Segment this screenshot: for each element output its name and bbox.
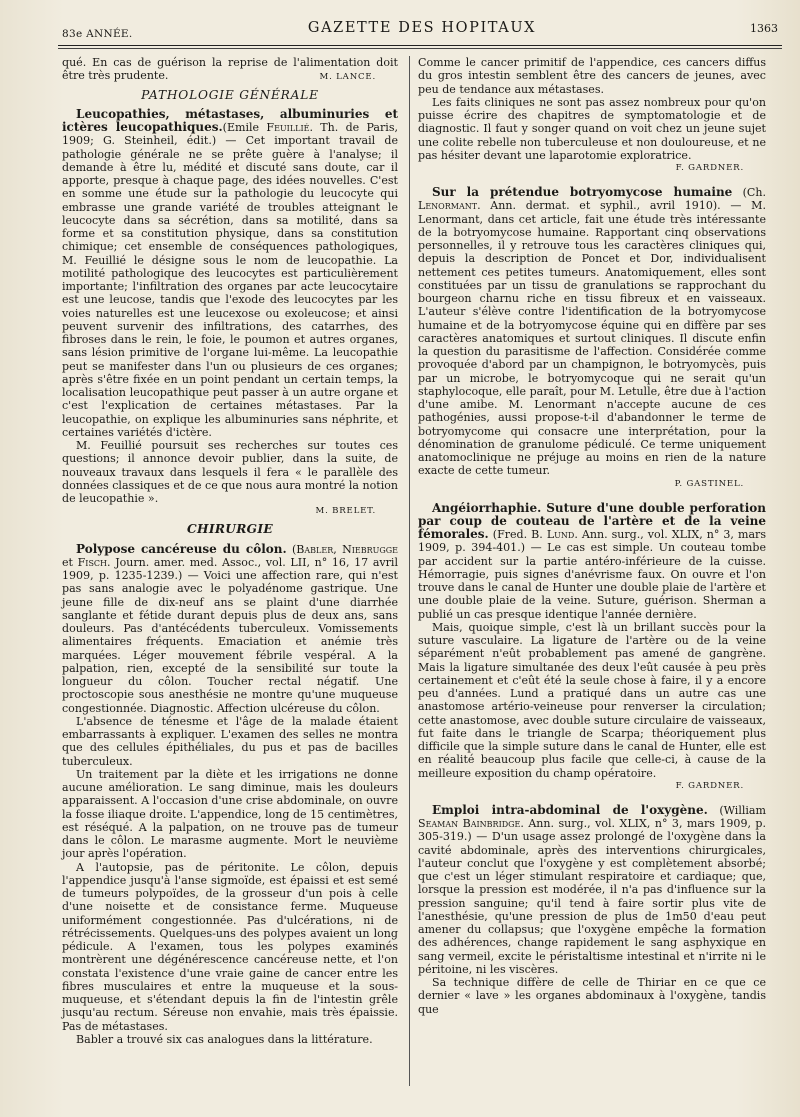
left-column xyxy=(62,56,398,1046)
intro-paragraph: qué. En cas de guérison la reprise de l'alimentation doit être très prudente. xyxy=(62,56,398,83)
article-reference: ( xyxy=(286,542,297,556)
article-paragraph: M. Feuillié poursuit ses recherches sur toutes ces questions; il annonce devoir publier, dans la suite, de nouveaux travaux dans lesquels il fera « le parallèle des données classiques et de ce que nous aura montré la notion de leucopathie ». xyxy=(62,439,398,505)
intro-signature: M. LANCE. xyxy=(319,71,376,82)
article-paragraph xyxy=(418,502,766,621)
article-leucopathies xyxy=(62,108,398,518)
article-title: Polypose cancéreuse du côlon. xyxy=(76,541,287,556)
issue-year: 83e ANNÉE. xyxy=(62,28,133,40)
article-reference: , xyxy=(333,542,343,556)
article-polypose xyxy=(62,543,398,1047)
article-paragraph xyxy=(62,543,398,715)
author-name: Seaman xyxy=(418,817,459,830)
article-paragraph: Babler a trouvé six cas analogues dans la littérature. xyxy=(76,1032,373,1046)
article-reference: (Emile xyxy=(222,121,267,134)
article-paragraph: Mais, quoique simple, c'est là un brillant succès pour la suture vasculaire. La ligature de l'artère ou de la veine séparément n'eût probablement pas amené de gangrène. Mais la ligature simultanée des deux l'eût causée à peu près certainement et c'eût été la seule chose à faire, il y a encore peu d'années. Lund a pratiqué dans un autre cas une anastomose artério-veineuse pour renverser la circulation; cette anastomose, avec double suture circulaire de vaisseaux, fut faite dans le triangle de Scarpa; théoriquement plus difficile que la simple suture dans le canal de Hunter, elle est en réalité beaucoup plus facile que celle-ci, à cause de la meilleure exposition du champ opératoire. xyxy=(418,620,766,780)
article-title: Leucopathies, métastases, albuminuries et ictères leucopathiques. xyxy=(62,106,398,134)
page-header xyxy=(62,18,782,44)
article-paragraph xyxy=(418,186,766,478)
article-reference: . Ann. dermat. et syphil., avril 1910). xyxy=(477,199,721,213)
article-body: — D'un usage assez prolongé de l'oxygène dans la cavité abdominale, après des interventions chirurgicales, l'auteur conclut que l'oxygène y est complètement absorbé; que c'est un léger stimulant respiratoire et cardiaque; que, lorsque la pression est modérée, il n'a pas d'influence sur la pression sanguine; qu'il tend à faire sortir plus vite de l'anesthésie, qu'une pression de plus de 1m50 d'eau peut amener du collapsus; que l'oxygène empêche la formation des adhérences, change rapidement le sang asphyxique en sang vermeil, excite le péristaltisme intestinal et n'irrite ni le péritoine, ni les viscères. xyxy=(418,830,766,976)
article-paragraph xyxy=(418,804,766,976)
article-body: — Le cas est simple. Un couteau tombe par accident sur la partie antéro-inférieure de la cuisse. Hémorragie, puis signes d'anévrisme faux. On ouvre et l'on trouve dans le canal de Hunter une double plaie de l'artère et une double plaie de la veine. Suture, guérison. Sherman a publié un cas presque identique l'année dernière. xyxy=(418,541,766,621)
article-paragraph: L'absence de ténesme et l'âge de la malade étaient embarrassants à expliquer. L'examen des selles ne montra que des cellules épithéliales, du pus et pas de bacilles tuberculeux. xyxy=(62,714,398,768)
article-paragraph: Un traitement par la diète et les irrigations ne donne aucune amélioration. Le sang diminue, mais les douleurs apparaissent. A l'occasion d'une crise abdominale, on ouvre la fosse iliaque droite. L'appendice, long de 15 centimètres, est réséqué. A la palpation, on ne trouve pas de tumeur dans le côlon. Le marasme augmente. Mort le neuvième jour après l'opération. xyxy=(62,767,398,861)
article-title: Emploi intra-abdominal de l'oxygène. xyxy=(432,802,708,817)
section-heading-chirurgie: CHIRURGIE xyxy=(187,522,273,537)
author-name: Feuillié xyxy=(266,121,310,134)
publication-title: GAZETTE DES HOPITAUX xyxy=(307,20,537,36)
article-signature: M. BRELET. xyxy=(315,506,376,517)
article-paragraph: A l'autopsie, pas de péritonite. Le côlon, depuis l'appendice jusqu'à l'anse sigmoïde, est épaissi et est semé de tumeurs polypoïdes, de la grosseur d'un pois à celle d'une noisette et de consistance ferme. Muqueuse uniformément congestionnée. Pas d'ulcérations, ni de rétrécissements. Quelques-uns des polypes avaient un long pédicule. A l'examen, tous les polypes examinés montrèrent une dégénérescence cancéreuse nette, et l'on constata l'existence d'une vraie gaine de cancer entre les fibres musculaires et entre la muqueuse et la sous-muqueuse, et s'étendant depuis la fin de l'intestin grêle jusqu'au rectum. Séreuse non envahie, mais très épaissie. Pas de métastases. xyxy=(62,860,398,1033)
article-body: — M. Lenormant, dans cet article, fait une étude très intéressante de la botryomycose humaine. Rapportant cinq observations personnelles, il y retrouve tous les caractères cliniques qui, depuis la description de Poncet et Dor, individualisent nettement ces petites tumeurs. Anatomiquement, elles sont constituées par un tissu de granulations se rapprochant du bourgeon charnu riche en tissu fibreux et en vaisseaux. L'auteur s'élève contre l'identification de la botryomycose humaine et de la botryomycose équine qui en diffère par ses caractères anatomiques et surtout cliniques. Il discute enfin la question du parasitisme de l'affection. Considérée comme provoquée d'abord par un champignon, le botryomycès, puis par un microbe, le botryomycoque qui ne serait qu'un staphylocoque, elle paraît, pour M. Letulle, être due à l'action d'une amibe. M. Lenormant n'accepte aucune de ces pathogénies, aussi propose-t-il d'abandonner le terme de botryomycome qui consacre une interprétation, pour la dénomination de granulome pédiculé. Ce terme uniquement anatomoclinique ne préjuge au moins en rien de la nature exacte de cette tumeur. xyxy=(418,199,766,478)
article-reference: . Journ. amer. med. Assoc., vol. LII, n° 16, 17 avril 1909, p. 1235-1239.) xyxy=(62,555,398,582)
article-body: — Cet important travail de pathologie générale ne se prête guère à l'analyse; il demande à être lu, médité et discuté sans doute, car il apporte, presque à chaque page, des idées nouvelles. C'est en somme une étude sur la pathologie du leucocyte qui embrasse une grande variété de troubles atteignant le leucocyte dans sa sécrétion, dans sa motilité, dans sa forme et sa constitution physique, dans sa constitution chimique; cet ensemble de conséquences pathologiques, M. Feuillié le désigne sous le nom de leucopathie. La motilité pathologique des leucocytes est particulièrement importante; l'infiltration des organes par acte leucocytaire est une leucose, tandis que l'exode des leucocytes par les voies naturelles est une leucexose ou exoleucose; et ainsi peuvent survenir des infiltrations, des catarrhes, des fibroses dans le rein, le foie, le poumon et autres organes, sans lésion primitive de l'organe lui-même. La leucopathie peut se manifester dans l'un ou plusieurs de ces organes; après s'être fixée en un point pendant un certain temps, la localisation leucopathique peut passer à un autre organe et c'est l'explication de certaines métastases. Par la leucopathie, on explique les albuminuries sans néphrite, et certaines variétés d'ictère. xyxy=(62,134,398,439)
article-reference: (Ch. xyxy=(732,186,766,199)
header-rule-thick xyxy=(58,45,782,46)
article-reference: . Th. de Paris, 1909; G. Steinheil, édit.) xyxy=(62,121,399,148)
author-name: Lund xyxy=(546,528,575,541)
right-column xyxy=(418,56,766,1016)
article-paragraph: Sa technique diffère de celle de Thiriar en ce que ce dernier « lave » les organes abdominaux à l'oxygène, tandis que xyxy=(418,976,766,1016)
article-reference: . Ann. surg., vol. XLIX, n° 3, mars 1909, p. 394-401.) xyxy=(418,528,766,555)
article-oxygene xyxy=(418,804,766,1016)
article-paragraph xyxy=(62,108,398,439)
article-signature: F. GARDNER. xyxy=(675,780,744,791)
column-divider xyxy=(409,56,410,1086)
article-reference: et xyxy=(62,555,78,569)
author-name: Babler xyxy=(296,542,334,556)
continued-paragraph: Les faits cliniques ne sont pas assez nombreux pour qu'on puisse écrire des chapitres de symptomatologie et de diagnostic. Il faut y songer quand on voit chez un jeune sujet une colite rebelle non tuberculeuse et non douloureuse, et ne pas hésiter devant une laparotomie exploratrice. xyxy=(418,95,766,162)
article-botryomycose xyxy=(418,186,766,490)
article-title: Sur la prétendue botryomycose humaine xyxy=(432,185,733,199)
continued-paragraph: Comme le cancer primitif de l'appendice, ces cancers diffus du gros intestin semblent être des cancers de jeunes, avec peu de tendance aux métastases. xyxy=(418,56,766,96)
article-signature: P. GASTINEL. xyxy=(674,478,744,489)
article-signature: F. GARDNER. xyxy=(675,163,744,173)
page-number: 1363 xyxy=(750,22,778,35)
article-body: — Voici une affection rare, qui n'est pas sans analogie avec le polyadénome gastrique. Une jeune fille de dix-neuf ans se plaint d'une diarrhée sanglante et fétide durant depuis plus de deux ans, sans douleurs. Pas d'antécédents tuberculeux. Vomissements alimentaires fréquents. Emaciation et anémie très marquées. Léger mouvement fébrile vespéral. A la palpation, rien, excepté de la sensibilité sur toute la longueur du côlon. Toucher rectal négatif. Une proctoscopie sous anesthésie ne montre qu'une muqueuse congestionnée. Diagnostic. Affection ulcéreuse du côlon. xyxy=(62,569,398,715)
author-name: Niebrugge xyxy=(342,542,398,556)
author-name: Fisch xyxy=(77,555,108,569)
article-reference: (William xyxy=(707,803,766,817)
article-reference: (Fred. B. xyxy=(488,528,547,541)
section-heading-pathologie: PATHOLOGIE GÉNÉRALE xyxy=(141,87,319,102)
article-title: Angéiorrhaphie. Suture d'une double perforation par coup de couteau de l'artère et de la veine fémorales. xyxy=(418,500,766,541)
author-name: Lenormant xyxy=(418,199,478,213)
article-reference: . Ann. surg., vol. XLIX, n° 3, mars 1909, p. 305-319.) xyxy=(418,817,767,844)
author-name: Bainbridge xyxy=(462,817,521,830)
article-angeiorrhaphie xyxy=(418,502,766,792)
header-rule-thin xyxy=(58,48,782,49)
